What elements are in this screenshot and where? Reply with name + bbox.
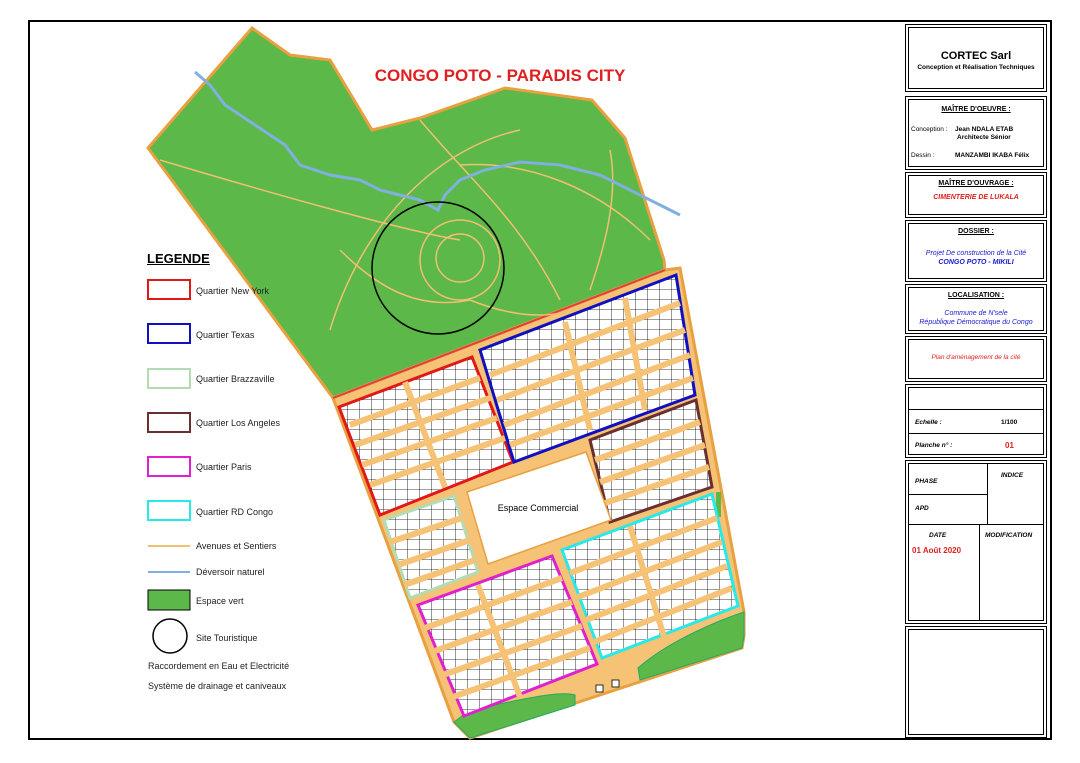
plan-title: Plan d'aménagement de la cité <box>931 354 1021 361</box>
legend-symbols <box>148 280 190 653</box>
legend-label-site-touristique: Site Touristique <box>196 633 258 643</box>
localisation-line-2: République Démocratique du Congo <box>919 319 1033 326</box>
dessin-label: Dessin : <box>911 152 935 159</box>
legend-label-drainage: Système de drainage et caniveaux <box>148 681 287 691</box>
company-name: CORTEC Sarl <box>940 50 1012 62</box>
title-block-plan <box>905 336 1047 382</box>
conception-name: Jean NDALA ETAB <box>955 126 1014 133</box>
legend-title: LEGENDE <box>147 251 210 266</box>
title-block-maitre-ouvrage <box>905 172 1047 218</box>
dossier-line-2: CONGO POTO - MIKILI <box>938 259 1014 266</box>
legend-label-avenues: Avenues et Sentiers <box>196 541 277 551</box>
title-block-empty <box>905 626 1047 738</box>
localisation-heading: LOCALISATION : <box>947 292 1005 299</box>
legend-label-espace-vert: Espace vert <box>196 596 244 606</box>
title-block-localisation <box>905 284 1047 334</box>
title-block-maitre-oeuvre <box>905 96 1047 170</box>
map-title: CONGO POTO - PARADIS CITY <box>374 66 626 85</box>
legend-label-brazzaville: Quartier Brazzaville <box>196 374 275 384</box>
title-block-dossier <box>905 220 1047 282</box>
localisation-line-1: Commune de N'sele <box>944 310 1008 317</box>
dossier-line-1: Projet De construction de la Cité <box>925 250 1027 257</box>
espace-commercial-label: Espace Commercial <box>497 503 579 513</box>
title-block-company <box>905 24 1047 92</box>
planche-value: 01 <box>1005 441 1014 450</box>
maitre-oeuvre-heading: MAÎTRE D'OEUVRE : <box>941 106 1011 113</box>
echelle-value: 1/100 <box>1001 419 1018 426</box>
legend-label-new-york: Quartier New York <box>196 286 270 296</box>
title-block-scale <box>905 384 1047 458</box>
legend-label-paris: Quartier Paris <box>196 462 252 472</box>
legend-label-los-angeles: Quartier Los Angeles <box>196 418 281 428</box>
phase-value: APD <box>915 505 929 512</box>
legend-label-rd-congo: Quartier RD Congo <box>196 507 274 517</box>
dossier-heading: DOSSIER : <box>958 228 994 235</box>
echelle-label: Echelle : <box>915 419 942 426</box>
title-block-phase <box>905 460 1047 624</box>
date-label: DATE <box>929 532 947 539</box>
conception-role: Architecte Sénior <box>957 134 1011 141</box>
maitre-ouvrage-name: CIMENTERIE DE LUKALA <box>933 194 1019 201</box>
indice-label: INDICE <box>1001 472 1024 479</box>
phase-label: PHASE <box>915 478 938 485</box>
legend-label-texas: Quartier Texas <box>196 330 255 340</box>
company-subtitle: Conception et Réalisation Techniques <box>917 64 1035 71</box>
planche-label: Planche n° : <box>915 442 953 449</box>
modification-label: MODIFICATION <box>985 532 1033 539</box>
maitre-ouvrage-heading: MAÎTRE D'OUVRAGE : <box>938 180 1014 187</box>
legend-label-deversoir: Déversoir naturel <box>196 567 265 577</box>
legend-label-raccordement: Raccordement en Eau et Electricité <box>148 661 290 671</box>
dessin-name: MANZAMBI IKABA Félix <box>955 152 1030 159</box>
date-value: 01 Août 2020 <box>912 546 962 555</box>
conception-label: Conception : <box>911 126 948 133</box>
